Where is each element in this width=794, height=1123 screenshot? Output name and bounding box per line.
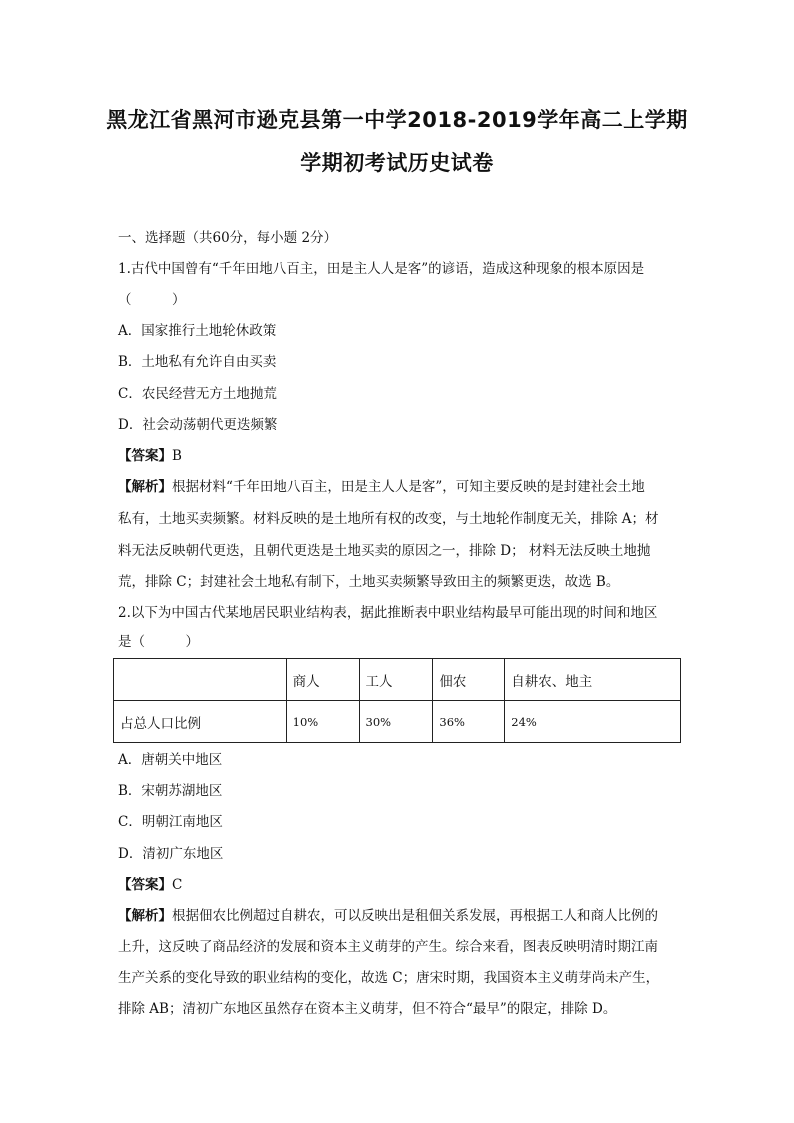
q1-option-b: B．土地私有允许自由买卖 <box>118 354 277 370</box>
q2-option-b: B．宋朝苏湖地区 <box>118 783 223 799</box>
table-header-row <box>114 659 681 701</box>
table-cell: 10% <box>286 701 359 743</box>
q1-stem-line-2: （ ） <box>118 292 186 308</box>
q2-option-d: D．清初广东地区 <box>118 846 224 862</box>
section-heading: 一、选择题（共60分，每小题 2分） <box>118 230 338 246</box>
table-row <box>114 701 681 743</box>
q1-option-d: D．社会动荡朝代更迭频繁 <box>118 417 278 433</box>
q2-answer <box>118 876 182 894</box>
q1-option-c: C．农民经营无方土地抛荒 <box>118 386 277 402</box>
table-header-cell: 自耕农、地主 <box>505 659 681 701</box>
q1-answer <box>118 447 182 465</box>
q2-option-c: C．明朝江南地区 <box>118 814 223 830</box>
table-header-cell-empty <box>114 659 287 701</box>
q2-stem-line-1: 2.以下为中国古代某地居民职业结构表，据此推断表中职业结构最早可能出现的时间和地区 <box>118 605 658 621</box>
table-header-cell: 工人 <box>359 659 433 701</box>
q1-analysis-line-2: 私有，土地买卖频繁。材料反映的是土地所有权的改变，与土地轮作制度无关，排除 A；材 <box>118 511 659 527</box>
q2-analysis-label: 【解析】 <box>118 908 172 924</box>
occupation-structure-table <box>113 658 681 743</box>
q1-stem-line-1: 1.古代中国曾有“千年田地八百主，田是主人人是客”的谚语，造成这种现象的根本原因是 <box>118 261 645 277</box>
q2-analysis-line-1 <box>118 907 658 925</box>
q1-answer-value: B <box>172 448 182 464</box>
table-cell: 36% <box>433 701 505 743</box>
page-title-line-2: 学期初考试历史试卷 <box>300 151 494 175</box>
table-header-cell: 商人 <box>286 659 359 701</box>
q2-option-a: A．唐朝关中地区 <box>118 752 223 768</box>
page-title-line-1: 黑龙江省黑河市逊克县第一中学2018-2019学年高二上学期 <box>106 108 688 132</box>
q1-analysis-line-1 <box>118 478 645 496</box>
q1-analysis-line-3: 料无法反映朝代更迭，且朝代更迭是土地买卖的原因之一，排除 D； 材料无法反映土地抛 <box>118 543 651 559</box>
q1-option-a: A．国家推行土地轮休政策 <box>118 323 277 339</box>
table-cell: 24% <box>505 701 681 743</box>
table-cell: 30% <box>359 701 433 743</box>
q2-analysis-line-3: 生产关系的变化导致的职业结构的变化，故选 C；唐宋时期，我国资本主义萌芽尚未产生， <box>118 970 660 986</box>
q2-answer-label: 【答案】 <box>118 877 172 893</box>
q1-analysis-label: 【解析】 <box>118 479 172 495</box>
q1-answer-label: 【答案】 <box>118 448 172 464</box>
q2-analysis-line-2: 上升，这反映了商品经济的发展和资本主义萌芽的产生。综合来看，图表反映明清时期江南 <box>118 939 658 955</box>
q2-stem-line-2: 是（ ） <box>118 634 199 650</box>
table-row-label: 占总人口比例 <box>114 701 287 743</box>
q2-answer-value: C <box>172 877 183 893</box>
q2-analysis-text-1: 根据佃农比例超过自耕农，可以反映出是租佃关系发展，再根据工人和商人比例的 <box>172 908 658 924</box>
q2-analysis-line-4: 排除 AB；清初广东地区虽然存在资本主义萌芽，但不符合“最早”的限定，排除 D。 <box>118 1001 617 1017</box>
q1-analysis-line-4: 荒，排除 C；封建社会土地私有制下，土地买卖频繁导致田主的频繁更迭，故选 B。 <box>118 574 620 590</box>
table-header-cell: 佃农 <box>433 659 505 701</box>
q1-analysis-text-1: 根据材料“千年田地八百主，田是主人人是客”，可知主要反映的是封建社会土地 <box>172 479 645 495</box>
